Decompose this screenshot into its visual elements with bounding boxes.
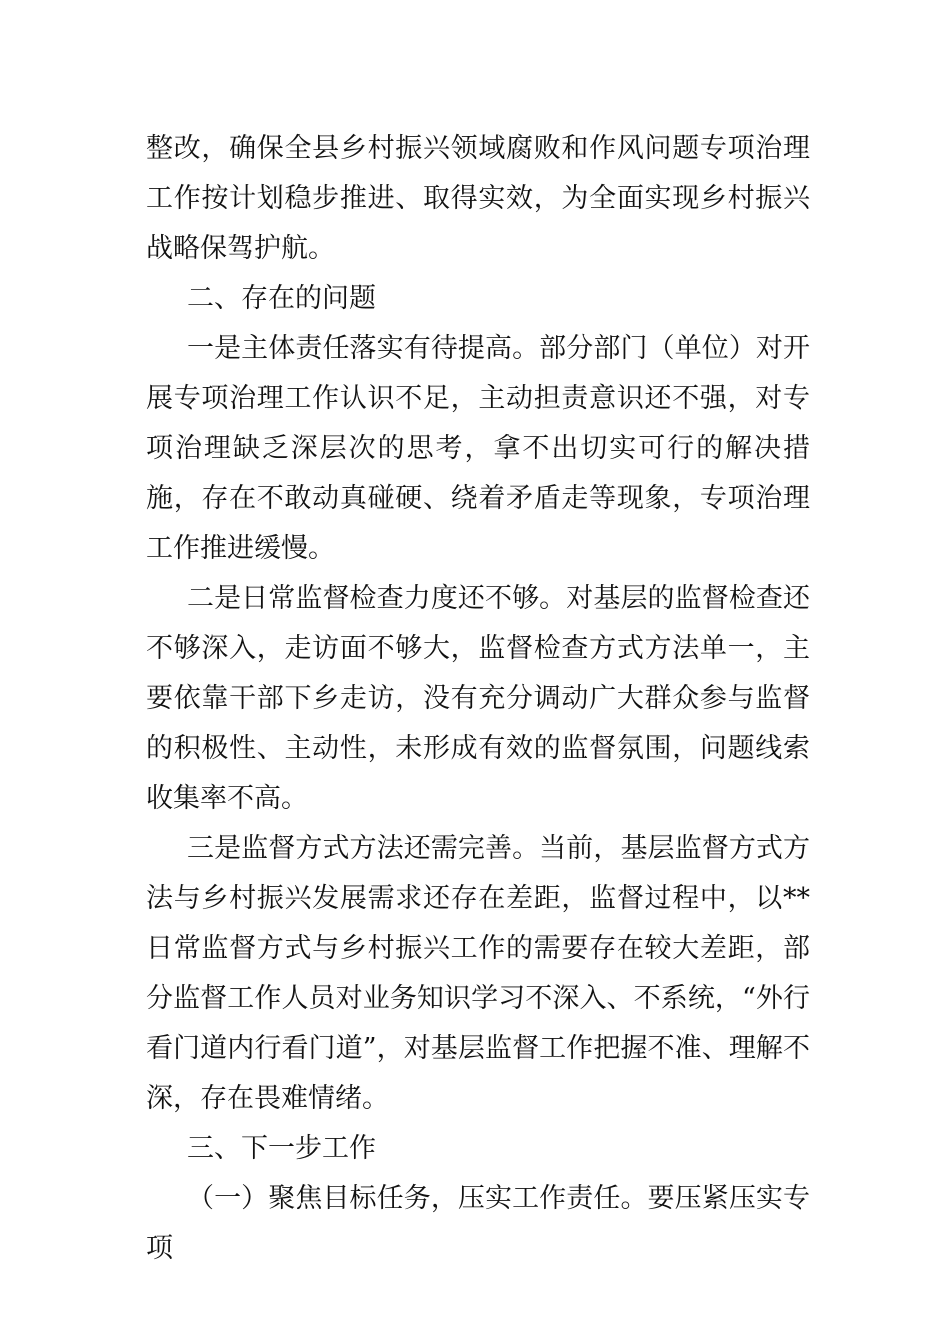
paragraph-continuation: 整改，确保全县乡村振兴领域腐败和作风问题专项治理工作按计划稳步推进、取得实效，为全面实现乡村振兴战略保驾护航。	[146, 133, 810, 264]
paragraph-problem-2: 二是日常监督检查力度还不够。对基层的监督检查还不够深入，走访面不够大，监督检查方式方法单一，主要依靠干部下乡走访，没有充分调动广大群众参与监督的积极性、主动性，未形成有效的监督氛围，问题线索收集率不高。	[146, 583, 810, 814]
paragraph-next-step-1: （一）聚焦目标任务，压实工作责任。要压紧压实专项	[146, 1183, 810, 1264]
section-heading-next-steps: 三、下一步工作	[187, 1133, 376, 1164]
section-heading-problems: 二、存在的问题	[187, 283, 376, 314]
paragraph-problem-3: 三是监督方式方法还需完善。当前，基层监督方式方法与乡村振兴发展需求还存在差距，监督过程中，以**日常监督方式与乡村振兴工作的需要存在较大差距，部分监督工作人员对业务知识学习不深入、不系统，“外行看门道内行看门道”，对基层监督工作把握不准、理解不深，存在畏难情绪。	[146, 833, 810, 1114]
document-body	[146, 124, 810, 1274]
paragraph-problem-1: 一是主体责任落实有待提高。部分部门（单位）对开展专项治理工作认识不足，主动担责意识还不强，对专项治理缺乏深层次的思考，拿不出切实可行的解决措施，存在不敢动真碰硬、绕着矛盾走等现象，专项治理工作推进缓慢。	[146, 333, 810, 564]
